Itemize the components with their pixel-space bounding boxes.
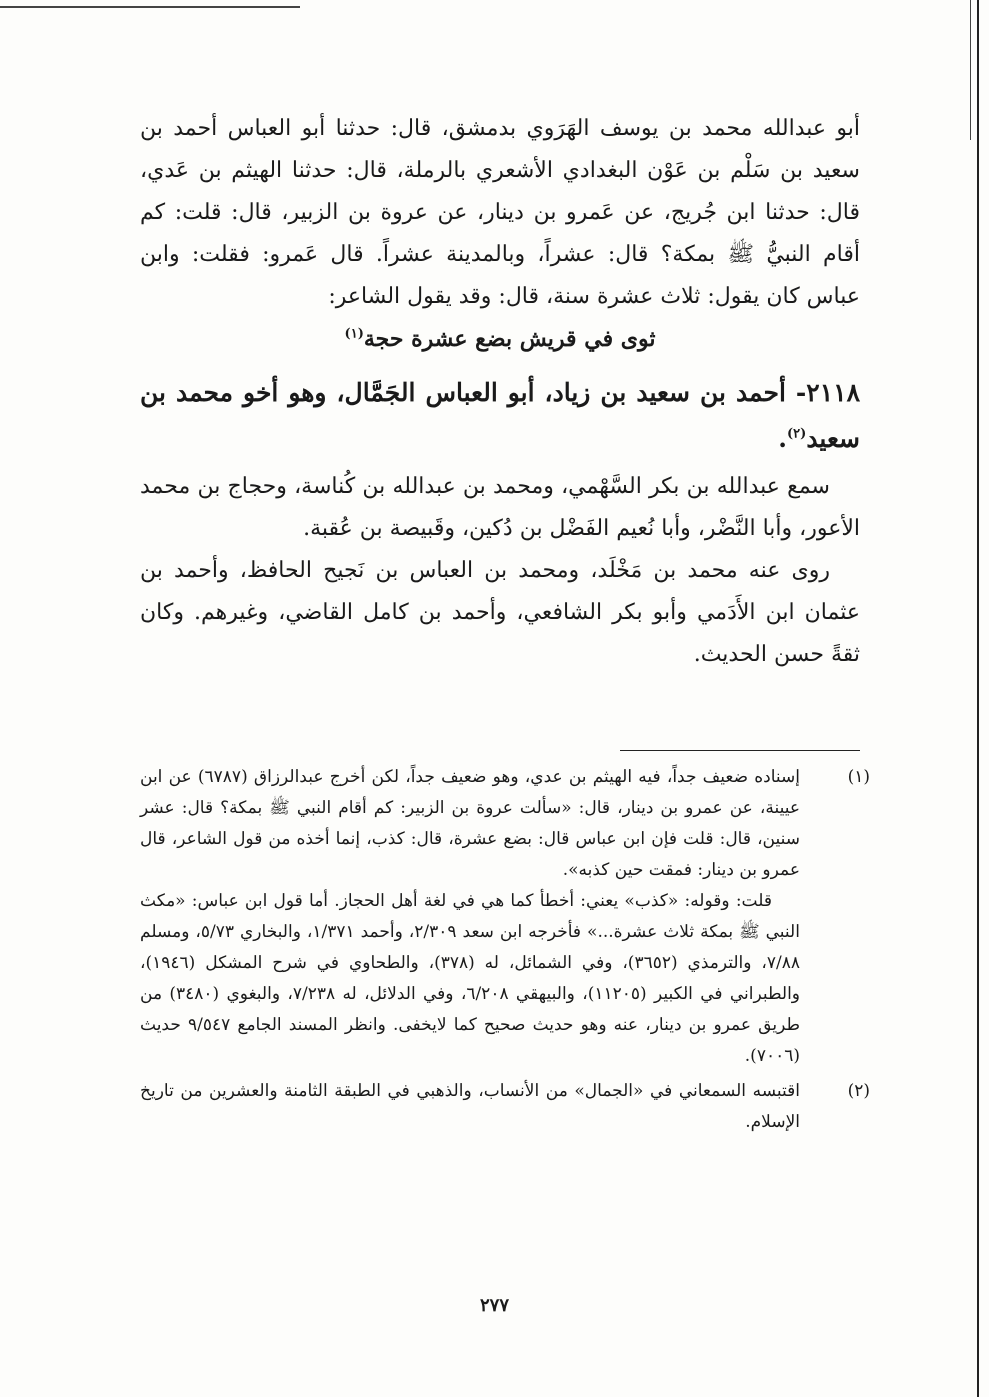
footnote-1-text: إسناده ضعيف جداً، فيه الهيثم بن عدي، وهو ضعيف جداً، لكن أخرج عبدالرزاق (٦٧٨٧) عن ابن عيينة، عن عمرو بن دينار، قال: «سألت عروة بن الزبير: كم أقام النبي ﷺ بمكة؟ قال: عشر سنين، قال: قلت فإن ابن عباس قال: بضع عشرة، قال: كذب، إنما أخذه من قول الشاعر، قال عمرو بن دينار: فمقت حين كذبه». — [140, 767, 801, 880]
footnote-separator — [620, 750, 860, 751]
footnote-2 — [140, 1076, 870, 1138]
footnote-ref-2: (٢) — [787, 426, 807, 442]
footnote-1 — [140, 762, 870, 886]
page-number: ٢٧٧ — [479, 1295, 509, 1316]
scan-edge-right — [977, 0, 979, 1397]
entry-heading — [140, 370, 860, 462]
scan-edge-top — [0, 6, 300, 8]
paragraph-isnad: أبو عبدالله محمد بن يوسف الهَرَوي بدمشق، قال: حدثنا أبو العباس أحمد بن سعيد بن سَلْم بن عَوْن البغدادي الأشعري بالرملة، قال: حدثنا الهيثم بن عَدي، قال: حدثنا ابن جُريج، عن عَمرو بن دينار، عن عروة بن الزبير، قال: قلت: كم أقام النبيُّ ﷺ بمكة؟ قال: عشراً، وبالمدينة عشراً. قال عَمرو: فقلت: وابن عباس كان يقول: ثلاث عشرة سنة، قال: وقد يقول الشاعر: — [140, 116, 860, 309]
footnote-1-continuation: قلت: وقوله: «كذب» يعني: أخطأ كما هي في لغة أهل الحجاز. أما قول ابن عباس: «مكث النبي ﷺ بمكة ثلاث عشرة...» فأخرجه ابن سعد ٢/٣٠٩، وأحمد ١/٣٧١، والبخاري ٥/٧٣، ومسلم ٧/٨٨، والترمذي (٣٦٥٢)، وفي الشمائل، له (٣٧٨)، والطحاوي في شرح المشكل (١٩٤٦)، والطبراني في الكبير (١١٢٠٥)، والبيهقي ٦/٢٠٨، وفي الدلائل، له ٧/٢٣٨، والبغوي (٣٤٨٠) من طريق عمرو بن دينار، عنه وهو حديث صحيح كما لايخفى. وانظر المسند الجامع ٩/٥٤٧ حديث (٧٠٠٦). — [140, 891, 801, 1066]
main-text — [140, 108, 860, 676]
footnote-2-text: اقتبسه السمعاني في «الجمال» من الأنساب، والذهبي في الطبقة الثامنة والعشرين من تاريخ الإسلام. — [140, 1081, 800, 1132]
paragraph-teachers: سمع عبدالله بن بكر السَّهْمي، ومحمد بن عبدالله بن كُناسة، وحجاج بن محمد الأعور، وأبا النَّضْر، وأبا نُعيم الفَضْل بن دُكين، وقَبيصة بن عُقبة. — [140, 474, 860, 541]
verse-line — [140, 318, 860, 360]
verse-text: ثوى في قريش بضع عشرة حجة — [363, 326, 656, 352]
paragraph-students: روى عنه محمد بن مَخْلَد، ومحمد بن العباس بن نَجيح الحافظ، وأحمد بن عثمان ابن الأَدَمي وأبو بكر الشافعي، وأحمد بن كامل القاضي، وغيرهم. وكان ثقةً حسن الحديث. — [140, 558, 860, 667]
entry-heading-text: ٢١١٨- أحمد بن سعيد بن زياد، أبو العباس الجَمَّال، وهو أخو محمد بن سعيد — [140, 378, 860, 453]
scan-edge-right-inner — [970, 0, 971, 140]
footnote-ref-1: (١) — [344, 326, 364, 342]
entry-heading-end: . — [778, 424, 788, 453]
footnote-1-number: (١) — [847, 767, 870, 787]
footnote-2-number: (٢) — [847, 1081, 870, 1101]
footnotes — [140, 762, 870, 1138]
